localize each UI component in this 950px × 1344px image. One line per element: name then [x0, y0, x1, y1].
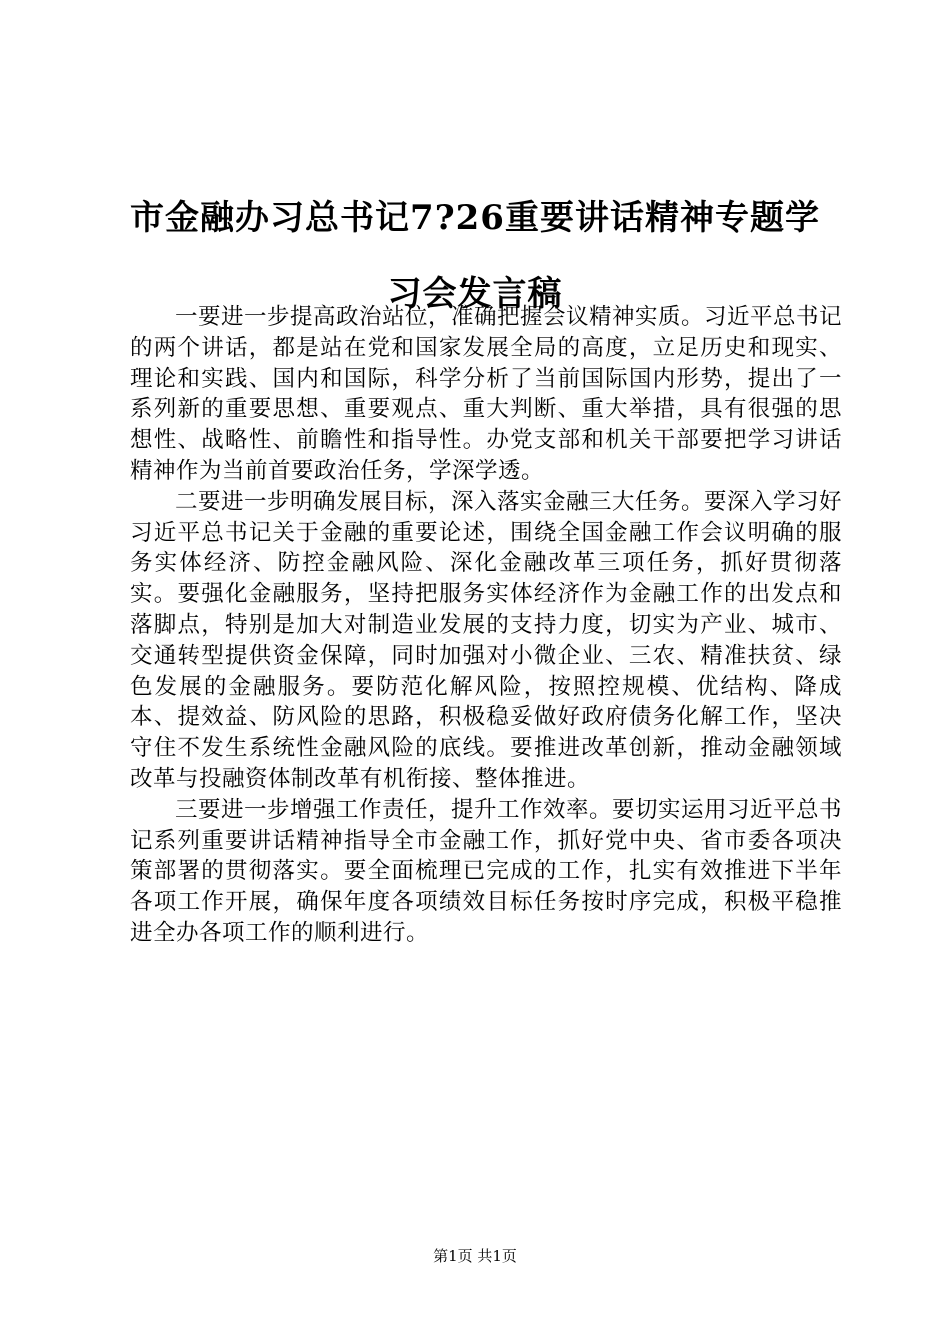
page-footer: 第1页 共1页 — [433, 1247, 517, 1265]
title-line-2: 习会发言稿 — [387, 274, 563, 314]
title-line-1: 市金融办习总书记7?26重要讲话精神专题学 — [130, 198, 820, 238]
paragraph-2: 二要进一步明确发展目标，深入落实金融三大任务。要深入学习好习近平总书记关于金融的重要论述，围绕全国金融工作会议明确的服务实体经济、防控金融风险、深化金融改革三项任务，抓好贯彻落实。要强化金融服务，坚持把服务实体经济作为金融工作的出发点和落脚点，特别是加大对制造业发展的支持力度，切实为产业、城市、交通转型提供资金保障，同时加强对小微企业、三农、精准扶贫、绿色发展的金融服务。要防范化解风险，按照控规模、优结构、降成本、提效益、防风险的思路，积极稳妥做好政府债务化解工作，坚决守住不发生系统性金融风险的底线。要推进改革创新，推动金融领域改革与投融资体制改革有机衔接、整体推进。 — [130, 488, 843, 792]
paragraph-3: 三要进一步增强工作责任，提升工作效率。要切实运用习近平总书记系列重要讲话精神指导全市金融工作，抓好党中央、省市委各项决策部署的贯彻落实。要全面梳理已完成的工作，扎实有效推进下半年各项工作开展，确保年度各项绩效目标任务按时序完成，积极平稳推进全办各项工作的顺利进行。 — [130, 796, 843, 946]
paragraph-1: 一要进一步提高政治站位，准确把握会议精神实质。习近平总书记的两个讲话，都是站在党和国家发展全局的高度，立足历史和现实、理论和实践、国内和国际，科学分析了当前国际国内形势，提出了一系列新的重要思想、重要观点、重大判断、重大举措，具有很强的思想性、战略性、前瞻性和指导性。办党支部和机关干部要把学习讲话精神作为当前首要政治任务，学深学透。 — [130, 304, 843, 484]
document-body — [130, 302, 842, 949]
